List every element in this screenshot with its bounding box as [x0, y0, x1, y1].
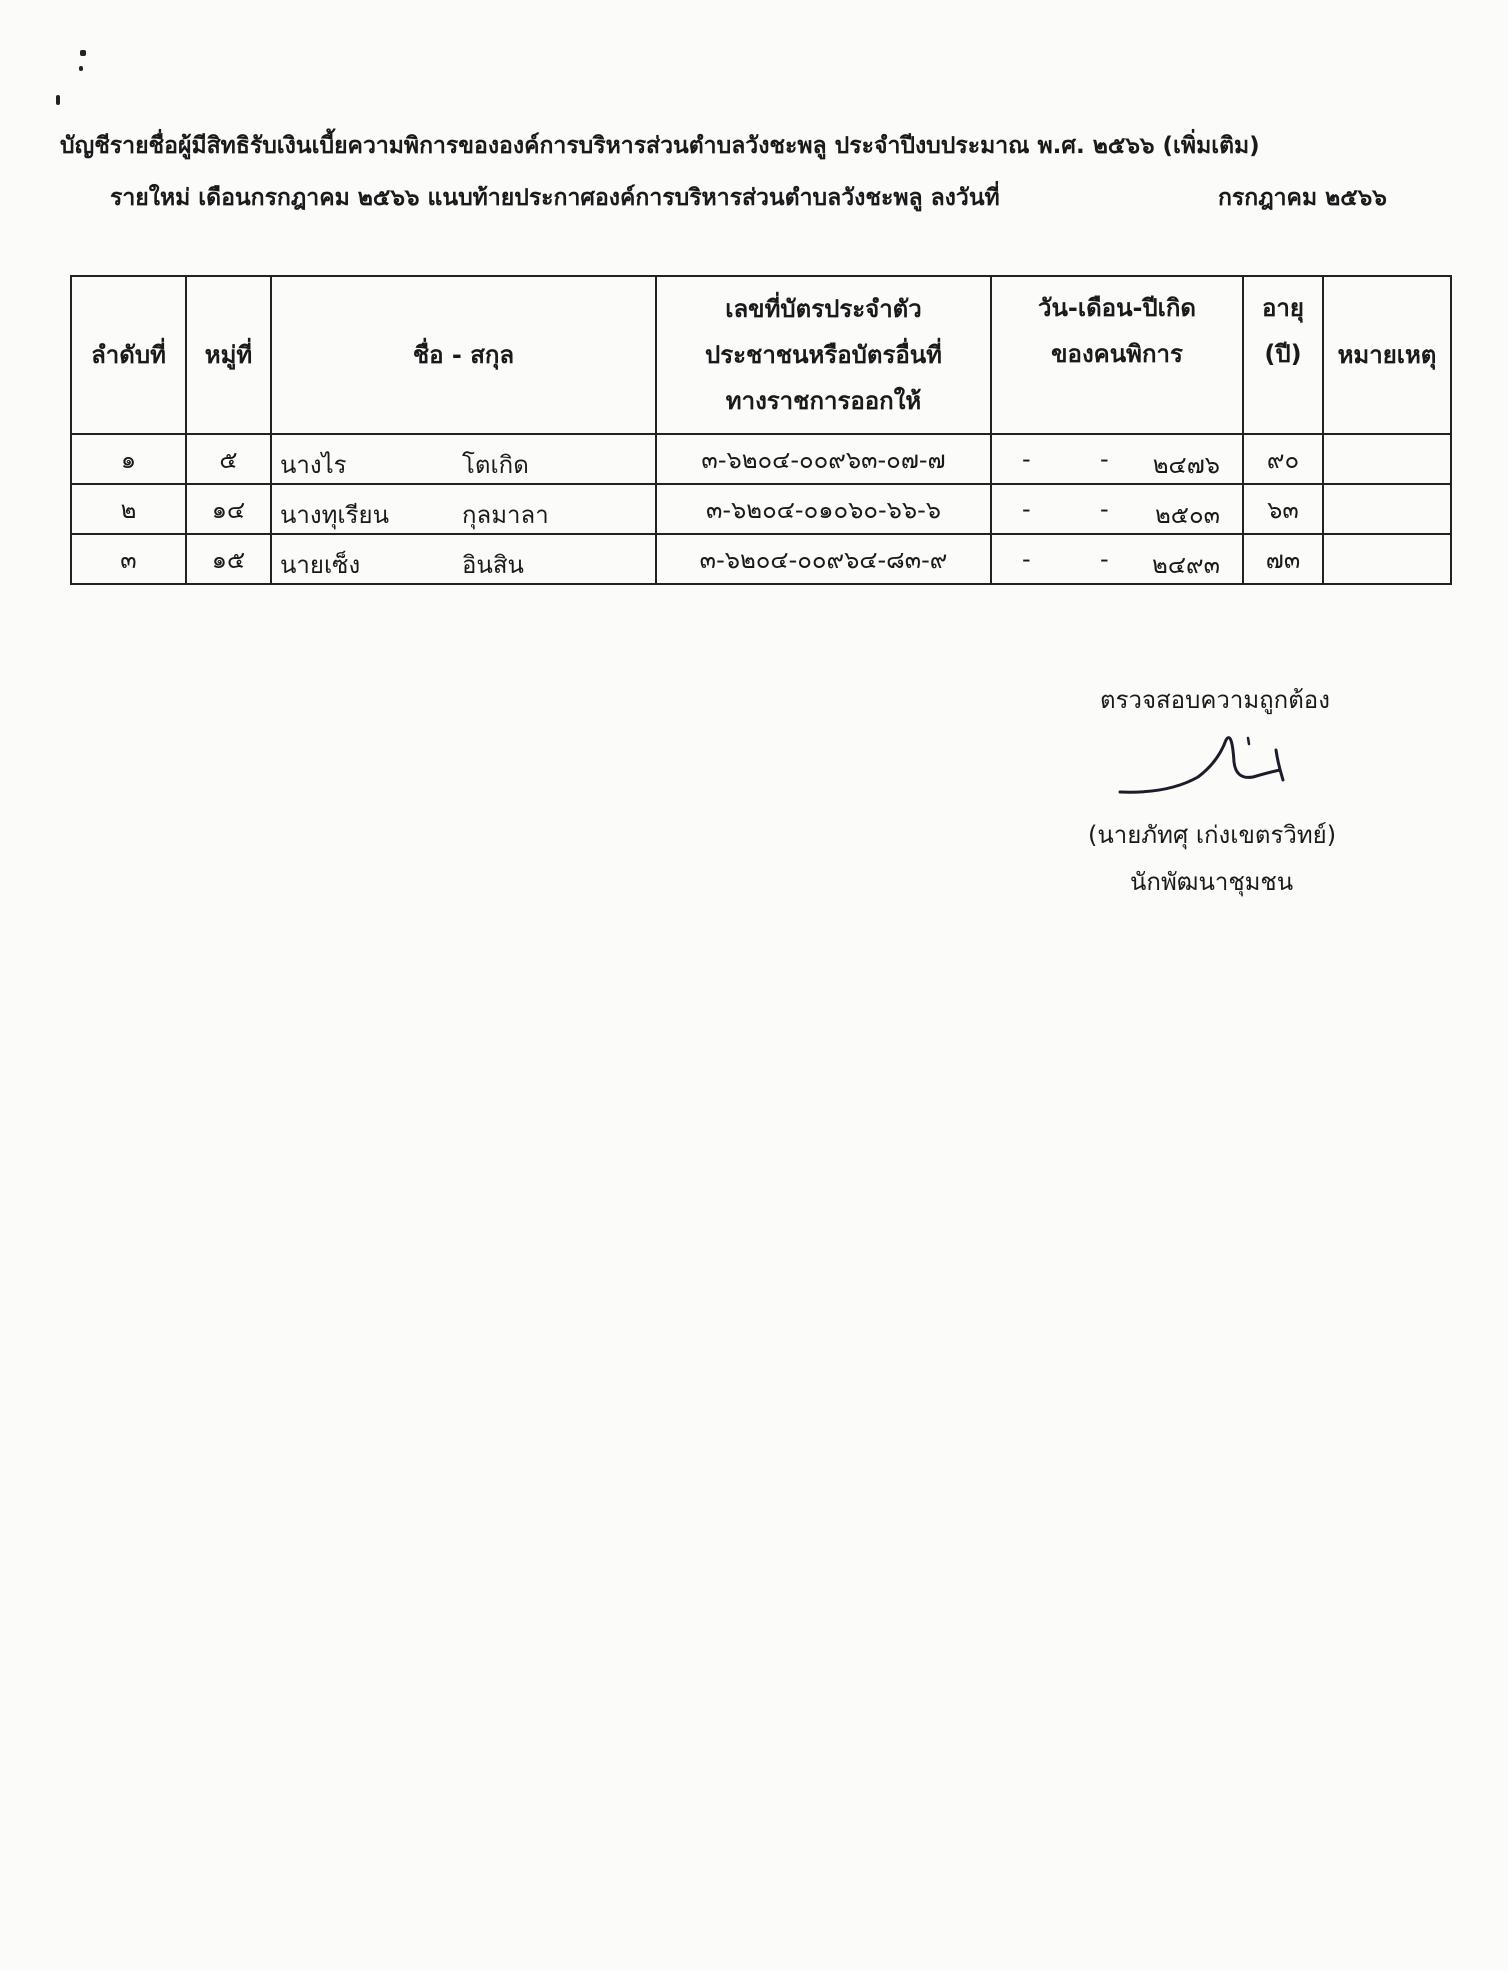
header-age-line: (ปี) [1264, 340, 1302, 368]
header-age-line: อายุ [1262, 294, 1304, 322]
cell-remark [1323, 534, 1451, 584]
dob-year: ๒๔๙๓ [1152, 551, 1220, 579]
cell-age: ๗๓ [1243, 534, 1323, 584]
cell-village: ๑๔ [186, 484, 271, 534]
header-dob-line: วัน-เดือน-ปีเกิด [1038, 294, 1196, 322]
header-seq: ลำดับที่ [71, 276, 186, 434]
header-id-line: ประชาชนหรือบัตรอื่นที่ [705, 341, 942, 369]
header-age [1243, 276, 1323, 434]
scan-speck [56, 95, 60, 105]
scan-speck [79, 66, 83, 71]
signer-position: นักพัฒนาชุมชน [1130, 868, 1294, 896]
first-name: นายเซ็ง [280, 551, 361, 579]
header-dob [991, 276, 1243, 434]
dob-month: - [1100, 545, 1109, 573]
header-dob-line: ของคนพิการ [1051, 340, 1183, 368]
cell-age: ๙๐ [1243, 434, 1323, 484]
cell-seq: ๑ [71, 434, 186, 484]
verify-label: ตรวจสอบความถูกต้อง [1100, 686, 1330, 714]
page-title: บัญชีรายชื่อผู้มีสิทธิรับเงินเบี้ยความพิการขององค์การบริหารส่วนตำบลวังชะพลู ประจำปีงบประมาณ พ.ศ. ๒๕๖๖ (เพิ่มเติม) [60, 133, 1260, 159]
dob-day: - [1022, 445, 1031, 473]
first-name: นางไร [280, 451, 347, 479]
header-id-line: เลขที่บัตรประจำตัว [725, 295, 922, 323]
last-name: กุลมาลา [462, 501, 549, 529]
header-village: หมู่ที่ [186, 276, 271, 434]
dob-month: - [1100, 495, 1109, 523]
cell-village: ๕ [186, 434, 271, 484]
header-remark: หมายเหตุ [1323, 276, 1451, 434]
dob-year: ๒๕๐๓ [1154, 501, 1220, 529]
scan-speck [80, 50, 86, 56]
first-name: นางทุเรียน [280, 501, 389, 529]
cell-id-number: ๓-๖๒๐๔-๐๑๐๖๐-๖๖-๖ [656, 484, 991, 534]
table-header-row [71, 276, 1451, 434]
header-id-line: ทางราชการออกให้ [725, 387, 922, 415]
cell-id-number: ๓-๖๒๐๔-๐๐๙๖๔-๘๓-๙ [656, 534, 991, 584]
cell-seq: ๒ [71, 484, 186, 534]
cell-id-number: ๓-๖๒๐๔-๐๐๙๖๓-๐๗-๗ [656, 434, 991, 484]
dob-year: ๒๔๗๖ [1152, 451, 1220, 479]
cell-dob [991, 484, 1243, 534]
cell-dob [991, 434, 1243, 484]
cell-name [271, 534, 656, 584]
header-id-number [656, 276, 991, 434]
last-name: อินสิน [462, 551, 524, 579]
cell-name [271, 484, 656, 534]
cell-name [271, 434, 656, 484]
header-name: ชื่อ - สกุล [271, 276, 656, 434]
last-name: โตเกิด [462, 451, 529, 479]
subtitle-date: กรกฎาคม ๒๕๖๖ [1218, 185, 1387, 211]
page-subtitle: รายใหม่ เดือนกรกฎาคม ๒๕๖๖ แนบท้ายประกาศองค์การบริหารส่วนตำบลวังชะพลู ลงวันที่ [110, 185, 1000, 211]
cell-remark [1323, 484, 1451, 534]
cell-remark [1323, 434, 1451, 484]
cell-age: ๖๓ [1243, 484, 1323, 534]
dob-day: - [1022, 545, 1031, 573]
handwritten-signature [1108, 722, 1318, 802]
dob-day: - [1022, 495, 1031, 523]
table-row [71, 484, 1451, 534]
signer-name: (นายภัทศุ เก่งเขตรวิทย์) [1088, 821, 1337, 849]
table-row [71, 534, 1451, 584]
cell-village: ๑๕ [186, 534, 271, 584]
table-row [71, 434, 1451, 484]
cell-dob [991, 534, 1243, 584]
cell-seq: ๓ [71, 534, 186, 584]
beneficiary-table [70, 275, 1452, 585]
dob-month: - [1100, 445, 1109, 473]
